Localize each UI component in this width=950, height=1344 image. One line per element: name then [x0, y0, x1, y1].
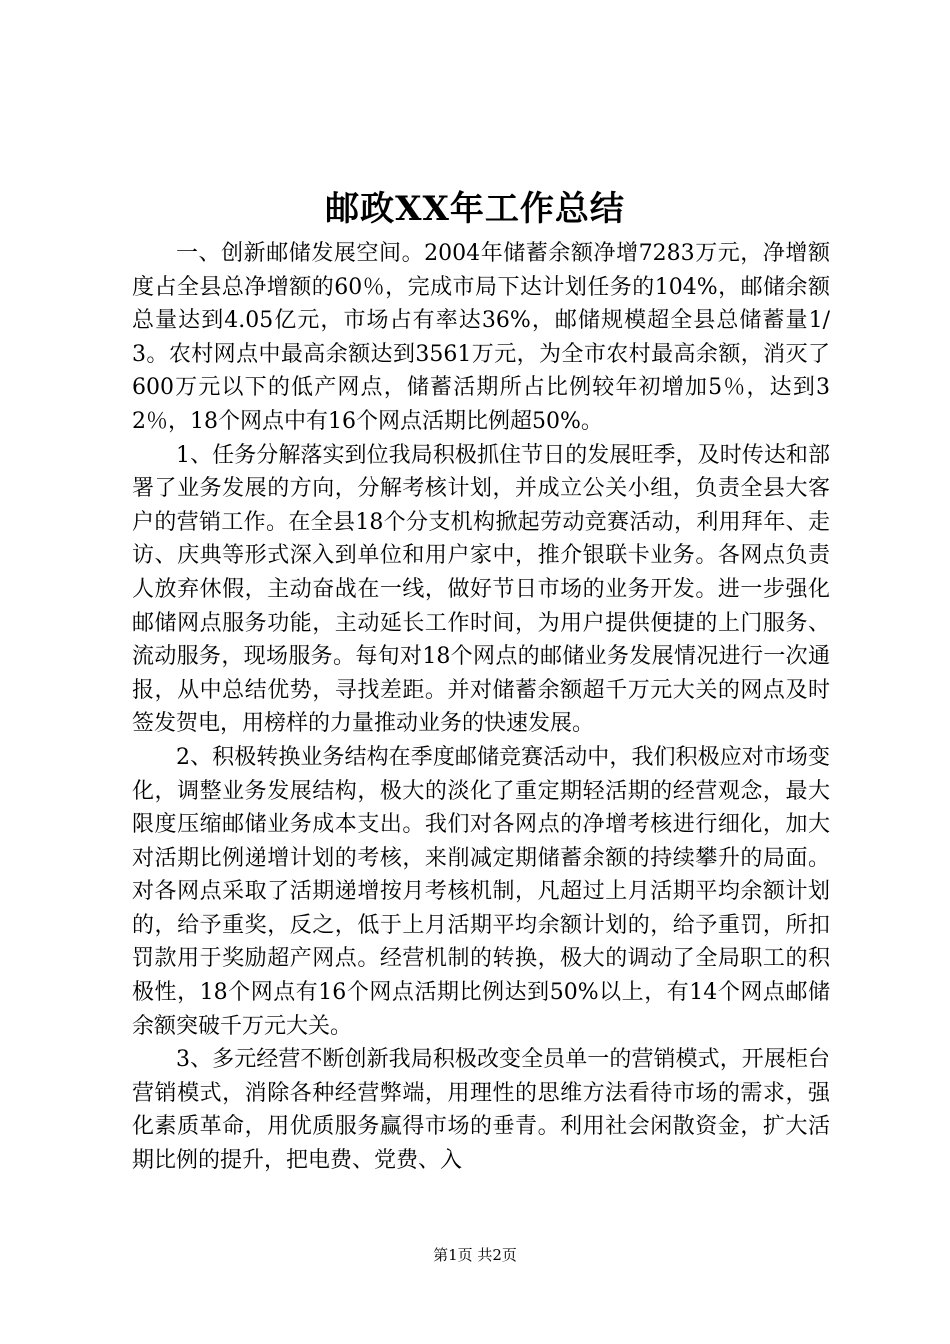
document-title: 邮政XX年工作总结 — [325, 189, 625, 229]
paragraph-task-decomposition: 1、任务分解落实到位我局积极抓住节日的发展旺季，及时传达和部署了业务发展的方向，分解考核计划，并成立公关小组，负责全县大客户的营销工作。在全县18个分支机构掀起劳动竞赛活动，利用拜年、走访、庆典等形式深入到单位和用户家中，推介银联卡业务。各网点负责人放弃休假，主动奋战在一线，做好节日市场的业务开发。进一步强化邮储网点服务功能，主动延长工作时间，为用户提供便捷的上门服务、流动服务，现场服务。每旬对18个网点的邮储业务发展情况进行一次通报，从中总结优势，寻找差距。并对储蓄余额超千万元大关的网点及时签发贺电，用榜样的力量推动业务的快速发展。 — [132, 442, 830, 737]
paragraph-business-structure: 2、积极转换业务结构在季度邮储竞赛活动中，我们积极应对市场变化，调整业务发展结构，极大的淡化了重定期轻活期的经营观念，最大限度压缩邮储业务成本支出。我们对各网点的净增考核进行细化，加大对活期比例递增计划的考核，来削减定期储蓄余额的持续攀升的局面。对各网点采取了活期递增按月考核机制，凡超过上月活期平均余额计划的，给予重奖，反之，低于上月活期平均余额计划的，给予重罚，所扣罚款用于奖励超产网点。经营机制的转换，极大的调动了全局职工的积极性，18个网点有16个网点活期比例达到50%以上，有14个网点邮储余额突破千万元大关。 — [132, 744, 830, 1039]
paragraph-diversified-operation: 3、多元经营不断创新我局积极改变全员单一的营销模式，开展柜台营销模式，消除各种经营弊端，用理性的思维方法看待市场的需求，强化素质革命，用优质服务赢得市场的垂青。利用社会闲散资金，扩大活期比例的提升，把电费、党费、入 — [132, 1047, 830, 1174]
document-body — [132, 237, 830, 1178]
paragraph-intro: 一、创新邮储发展空间。2004年储蓄余额净增7283万元，净增额度占全县总净增额的60％，完成市局下达计划任务的104%，邮储余额总量达到4.05亿元，市场占有率达36%，邮储规模超全县总储蓄量1/3。农村网点中最高余额达到3561万元，为全市农村最高余额，消灭了600万元以下的低产网点，储蓄活期所占比例较年初增加5％，达到32％，18个网点中有16个网点活期比例超50%。 — [132, 241, 830, 434]
page-number-footer: 第1页 共2页 — [433, 1246, 517, 1264]
